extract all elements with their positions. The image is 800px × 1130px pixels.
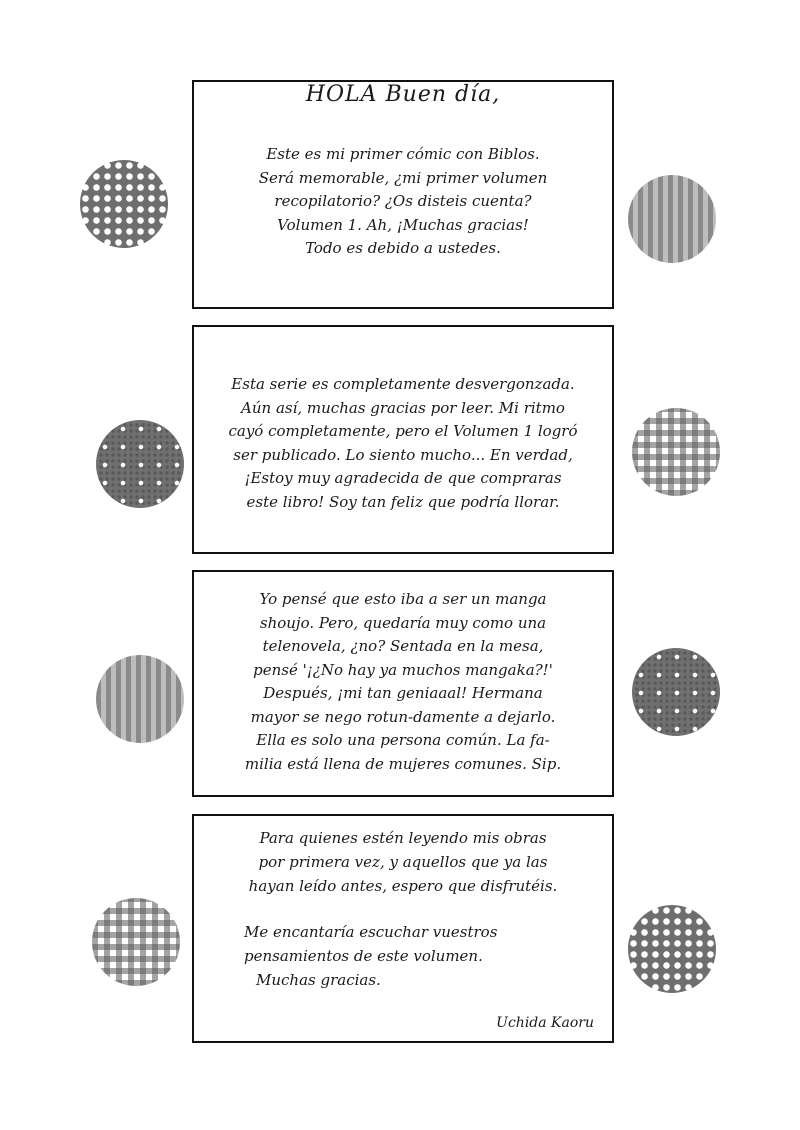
striped-circle-decoration <box>96 655 184 743</box>
text-line: milia está llena de mujeres comunes. Sip. <box>244 754 562 773</box>
panel-text <box>194 373 612 514</box>
gingham-circle-decoration <box>92 898 180 986</box>
flower-circle-decoration <box>96 420 184 508</box>
striped-circle-decoration <box>628 175 716 263</box>
panel-title: HOLA Buen día, <box>305 82 501 107</box>
text-line: Esta serie es completamente desvergonzada. <box>231 375 575 393</box>
text-line: recopilatorio? ¿Os disteis cuenta? <box>274 192 532 210</box>
text-line: Volumen 1. Ah, ¡Muchas gracias! <box>277 215 529 234</box>
text-line: ¡Estoy muy agradecida de que compraras <box>244 469 562 487</box>
text-line: Este es mi primer cómic con Biblos. <box>266 145 540 163</box>
text-line: Muchas gracias. <box>256 971 381 989</box>
panel-paragraph <box>194 826 612 898</box>
text-line: Aún así, muchas gracias por leer. Mi ritmo <box>241 398 565 417</box>
text-line: ser publicado. Lo siento mucho... En verdad, <box>233 445 573 464</box>
text-line: este libro! Soy tan feliz que podría llorar. <box>246 492 560 511</box>
flower-circle-decoration <box>632 648 720 736</box>
text-line: Todo es debido a ustedes. <box>305 239 501 257</box>
text-line: Yo pensé que esto iba a ser un manga <box>259 590 547 608</box>
text-line: shoujo. Pero, quedaría muy como una <box>259 613 547 632</box>
text-line: Ella es solo una persona común. La fa- <box>256 731 550 749</box>
text-line: Me encantaría escuchar vuestros <box>244 923 498 941</box>
panel-text <box>194 588 612 776</box>
panel-text <box>194 143 612 261</box>
text-line: hayan leído antes, espero que disfrutéis. <box>248 877 558 895</box>
text-line: por primera vez, y aquellos que ya las <box>258 853 548 871</box>
text-line: cayó completamente, pero el Volumen 1 logró <box>228 422 578 440</box>
text-line: telenovela, ¿no? Sentada en la mesa, <box>262 637 544 655</box>
gingham-circle-decoration <box>632 408 720 496</box>
text-line: mayor se nego rotun-damente a dejarlo. <box>250 707 556 726</box>
greeting-panel <box>192 80 614 309</box>
text-line: pensamientos de este volumen. <box>244 947 483 965</box>
series-panel <box>192 325 614 554</box>
author-signature: Uchida Kaoru <box>496 1015 594 1031</box>
text-line: Para quienes estén leyendo mis obras <box>259 829 547 847</box>
polka-dot-circle-decoration <box>80 160 168 248</box>
text-line: Será memorable, ¿mi primer volumen <box>258 168 548 187</box>
closing-panel <box>192 814 614 1043</box>
text-line: Después, ¡mi tan geniaaal! Hermana <box>263 684 543 702</box>
story-panel <box>192 570 614 797</box>
panel-paragraph <box>194 920 612 992</box>
text-line: pensé '¡¿No hay ya muchos mangaka?!' <box>253 660 553 679</box>
polka-dot-circle-decoration <box>628 905 716 993</box>
